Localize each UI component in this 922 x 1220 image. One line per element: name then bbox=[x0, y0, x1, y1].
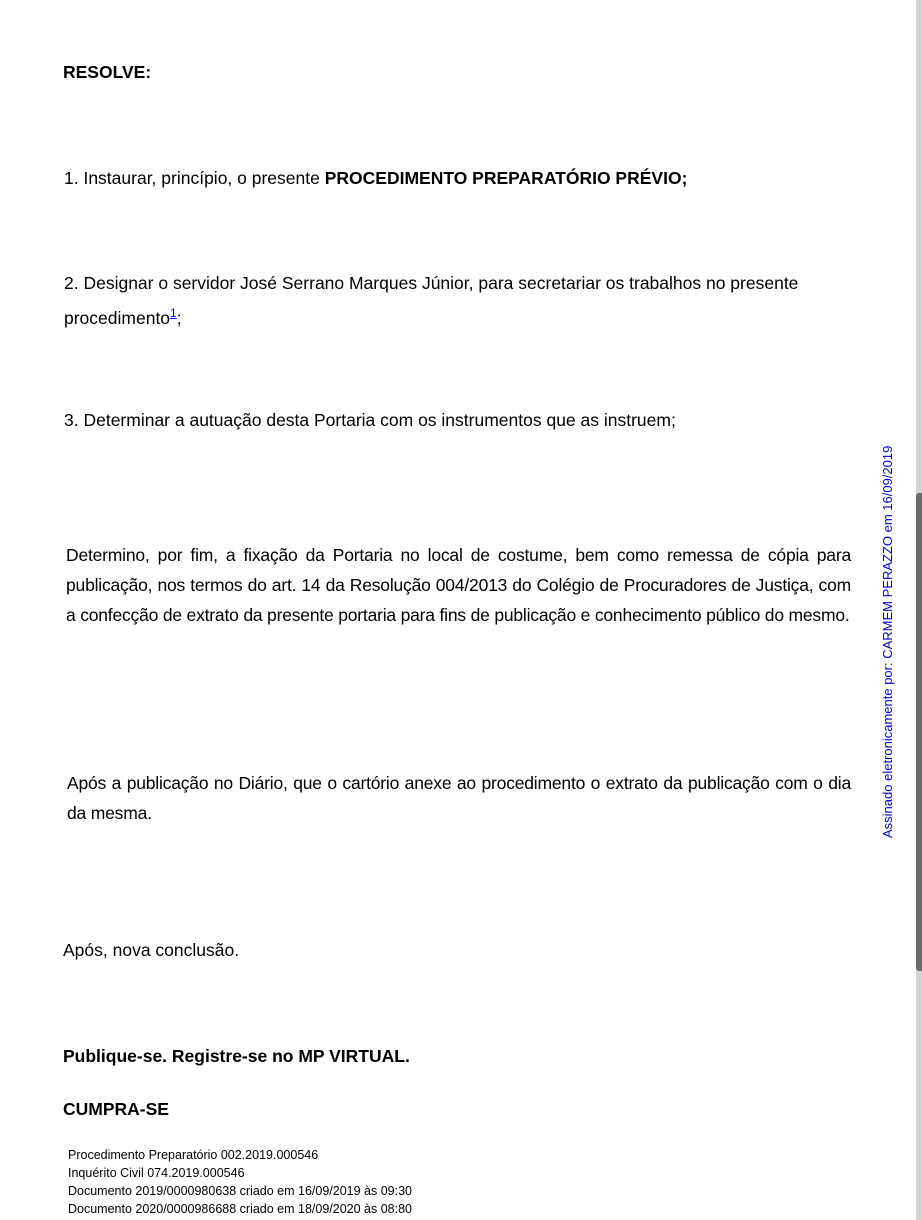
electronic-signature-stamp: Assinado eletronicamente por: CARMEM PERAZZO em 16/09/2019 bbox=[880, 445, 895, 838]
cumpra-text: CUMPRA-SE bbox=[63, 1099, 169, 1119]
item-2-line-1: 2. Designar o servidor José Serrano Marques Júnior, para secretariar os trabalhos no presente bbox=[64, 273, 799, 293]
item-3: 3. Determinar a autuação desta Portaria com os instrumentos que as instruem; bbox=[64, 410, 676, 430]
footer-document-b-line: Documento 2020/0000986688 criado em 18/09/2020 às 08:80 bbox=[68, 1202, 413, 1216]
publique-text: Publique-se. Registre-se no MP VIRTUAL. bbox=[63, 1046, 410, 1066]
item-2-suffix: ; bbox=[176, 307, 182, 328]
paragraph-determino: Determino, por fim, a fixação da Portaria no local de costume, bem como remessa de cópia para publicação, nos termos do art. 14 da Resolução 004/2013 do Colégio de Procuradores de Justiça, com a confecção de extrato da presente portaria para fins de publicação e conhecimento público do mesmo. bbox=[66, 545, 851, 625]
item-2-text: procedimento bbox=[64, 307, 171, 328]
conclusao-text: Após, nova conclusão. bbox=[63, 940, 240, 960]
footer-procedure-a-line: Procedimento Preparatório 002.2019.000546 bbox=[68, 1148, 319, 1162]
item-1 bbox=[64, 163, 687, 193]
scrollbar-thumb[interactable] bbox=[916, 493, 922, 971]
paragraph-apos-publicacao: Após a publicação no Diário, que o cartório anexe ao procedimento o extrato da publicação com o dia da mesma. bbox=[67, 773, 851, 823]
footer-procedure-b-line: Inquérito Civil 074.2019.000546 bbox=[68, 1166, 245, 1180]
footer-document-a-line: Documento 2019/0000980638 criado em 16/09/2019 às 09:30 bbox=[68, 1184, 413, 1198]
item-1-bold: PROCEDIMENTO PREPARATÓRIO PRÉVIO; bbox=[324, 168, 688, 188]
item-2-line-2 bbox=[64, 298, 182, 333]
footnote-link[interactable]: 1 bbox=[170, 306, 177, 320]
item-1-text: 1. Instaurar, princípio, o presente bbox=[64, 168, 325, 188]
resolve-heading: RESOLVE: bbox=[63, 62, 152, 82]
